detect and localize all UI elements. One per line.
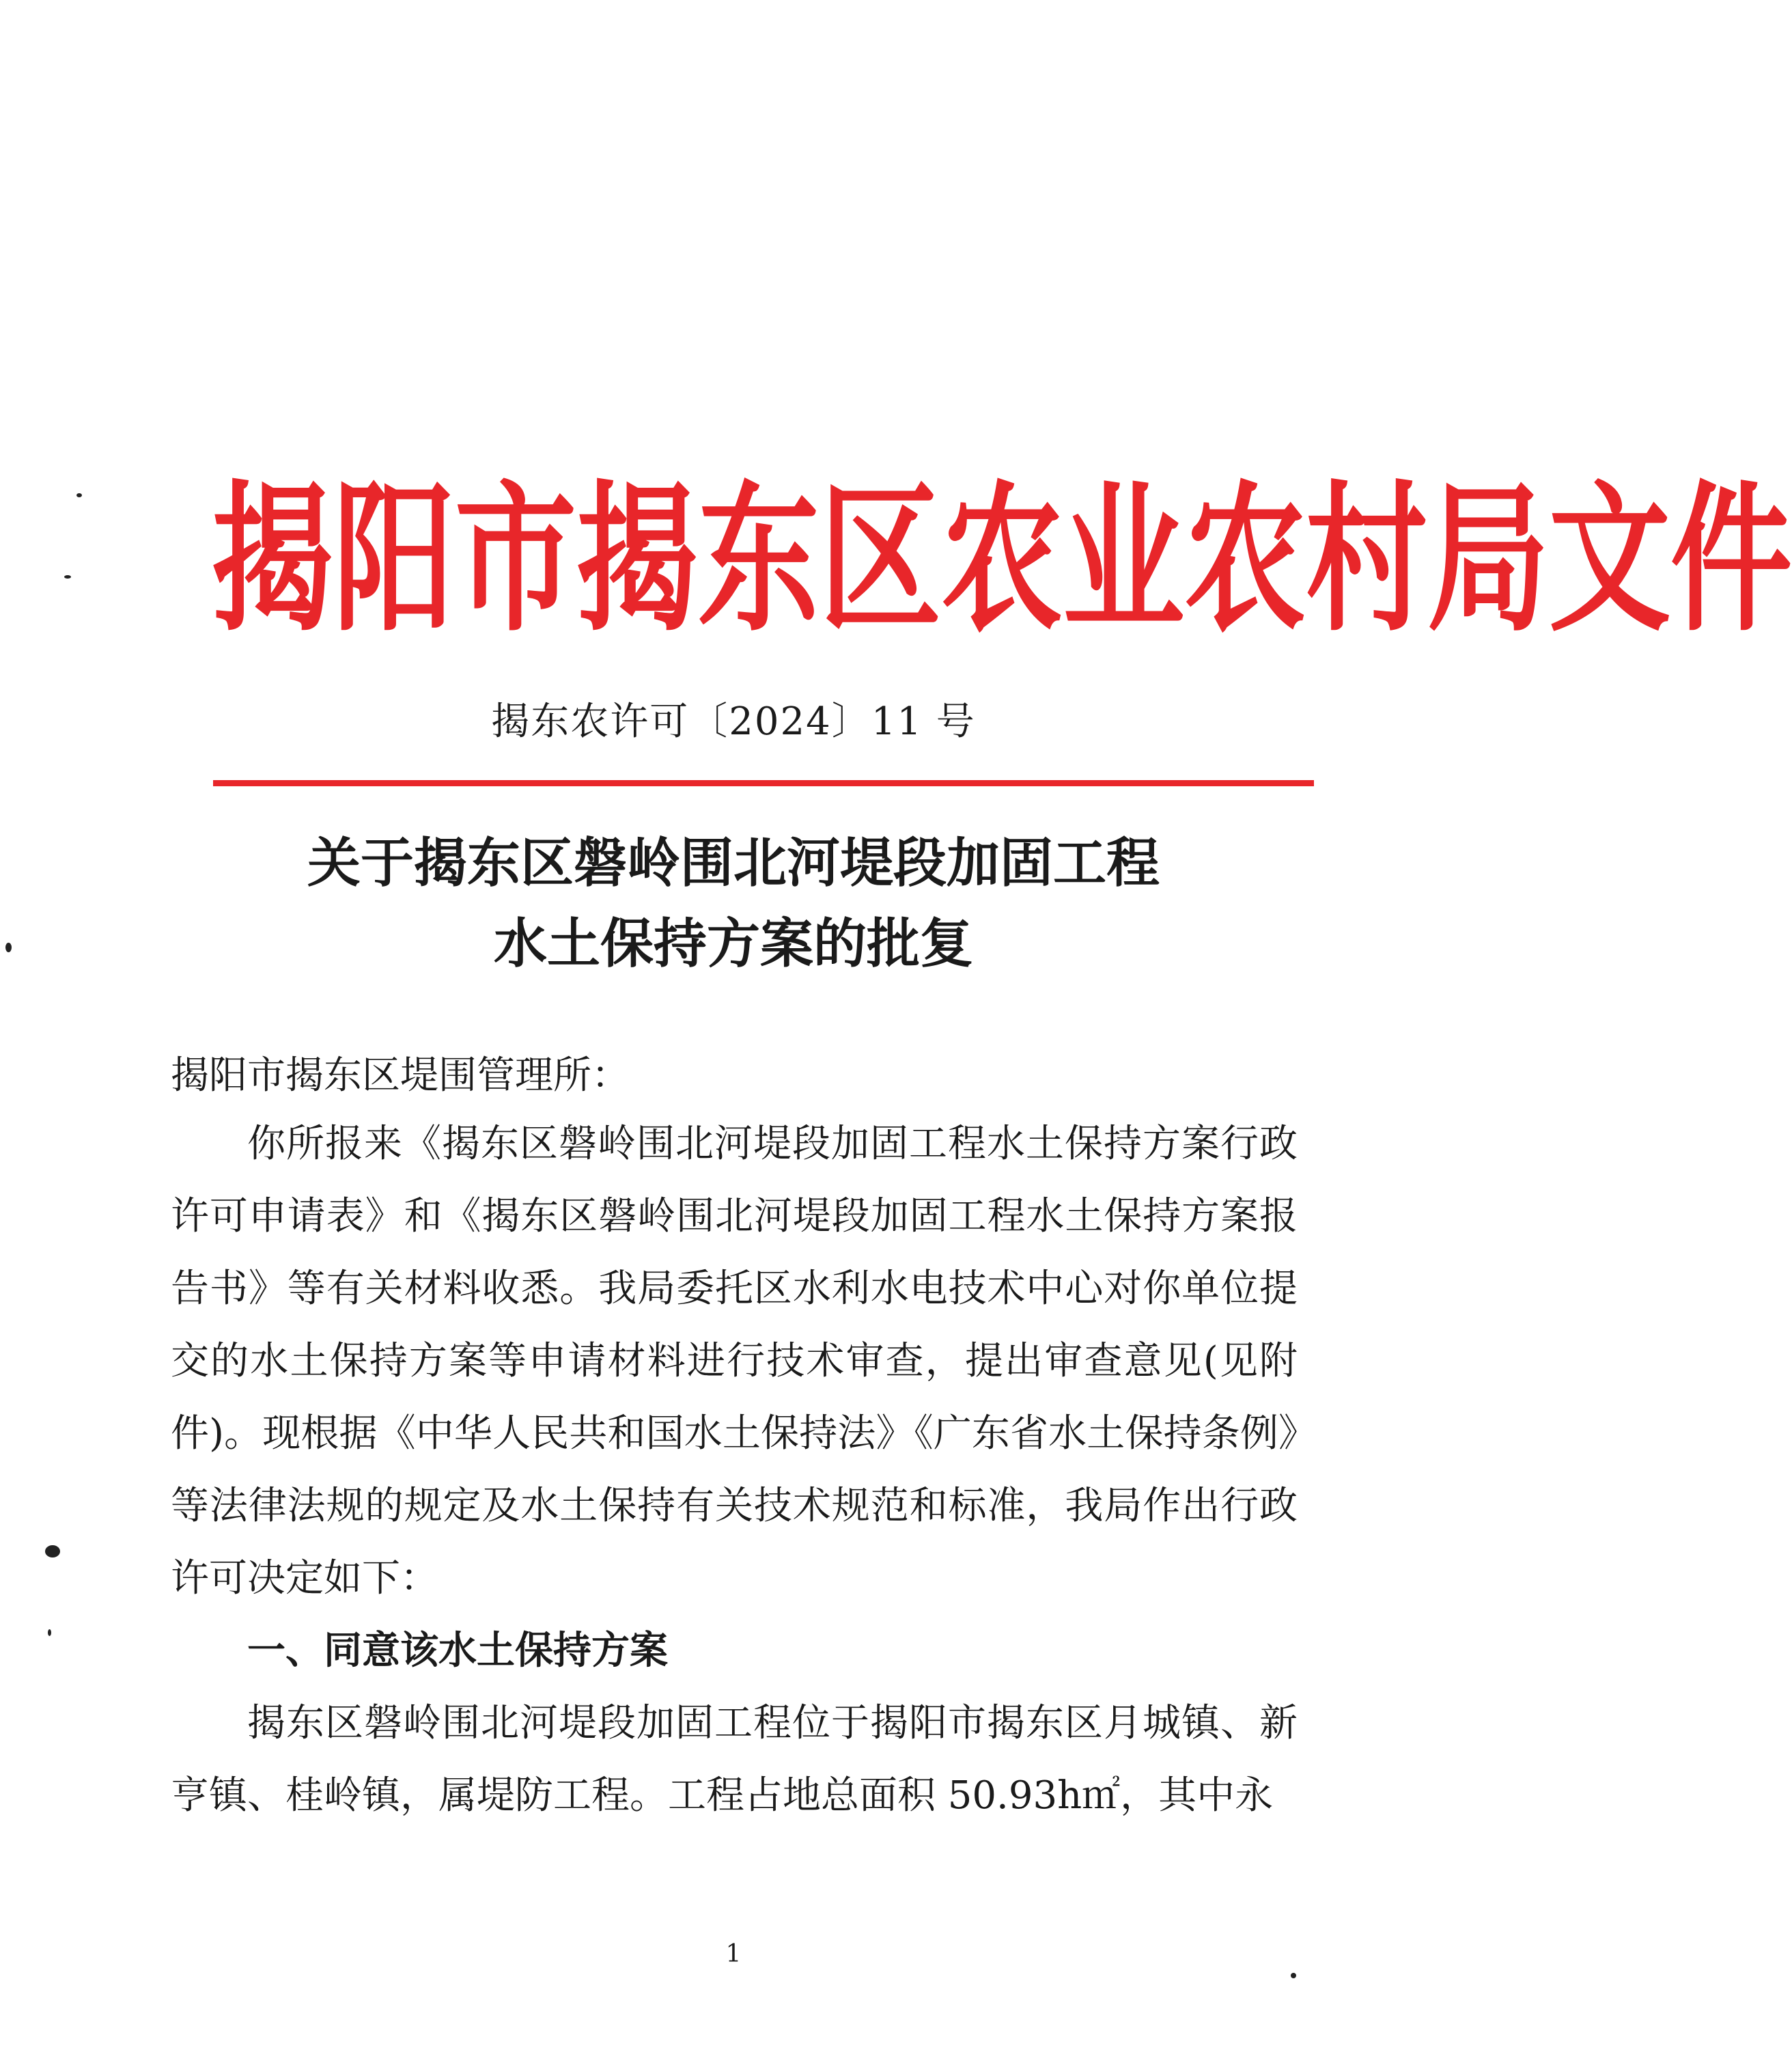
section-heading: 一、同意该水土保持方案 <box>247 1629 668 1673</box>
issuer-char: 件 <box>1670 466 1792 653</box>
issuer-char: 揭 <box>212 466 333 653</box>
issuer-header <box>212 466 1792 653</box>
scan-speck <box>48 1629 51 1636</box>
red-divider-line <box>213 780 1314 786</box>
body-paragraph: 你所报来《揭东区磐岭围北河堤段加固工程水土保持方案行政许可申请表》和《揭东区磐岭围北河堤段加固工程水土保持方案报告书》等有关材料收悉。我局委托区水利水电技术中心对你单位提交的水土保持方案等申请材料进行技术审查，提出审查意见(见附件)。现根据《中华人民共和国水土保持法》《广东省水土保持条例》等法律法规的规定及水土保持有关技术规范和标准，我局作出行政许可决定如下： <box>171 1122 1298 1601</box>
issuer-char: 局 <box>1427 466 1549 653</box>
page-number: 1 <box>725 1940 742 1968</box>
scan-speck <box>5 943 12 952</box>
document-number: 揭东农许可〔2024〕11 号 <box>491 700 976 744</box>
scan-speck <box>64 575 71 579</box>
title-line-2: 水土保持方案的批复 <box>493 913 973 975</box>
document-body <box>171 1108 1298 1832</box>
issuer-char: 市 <box>455 466 576 653</box>
document-title <box>0 823 1467 984</box>
scan-speck <box>76 493 82 497</box>
scan-speck <box>45 1545 60 1557</box>
scan-speck <box>1291 1973 1296 1978</box>
issuer-char: 文 <box>1549 466 1670 653</box>
issuer-char: 东 <box>698 466 820 653</box>
body-paragraph: 揭东区磐岭围北河堤段加固工程位于揭阳市揭东区月城镇、新亨镇、桂岭镇，属堤防工程。工程占地总面积 50.93h㎡，其中永 <box>171 1701 1298 1818</box>
issuer-char: 揭 <box>576 466 698 653</box>
issuer-char: 业 <box>1063 466 1184 653</box>
issuer-char: 阳 <box>333 466 455 653</box>
issuer-char: 村 <box>1306 466 1427 653</box>
issuer-char: 区 <box>820 466 941 653</box>
title-line-1: 关于揭东区磐岭围北河堤段加固工程 <box>307 833 1160 894</box>
issuer-char: 农 <box>1184 466 1306 653</box>
issuer-char: 农 <box>941 466 1063 653</box>
salutation: 揭阳市揭东区堤围管理所： <box>171 1053 630 1098</box>
